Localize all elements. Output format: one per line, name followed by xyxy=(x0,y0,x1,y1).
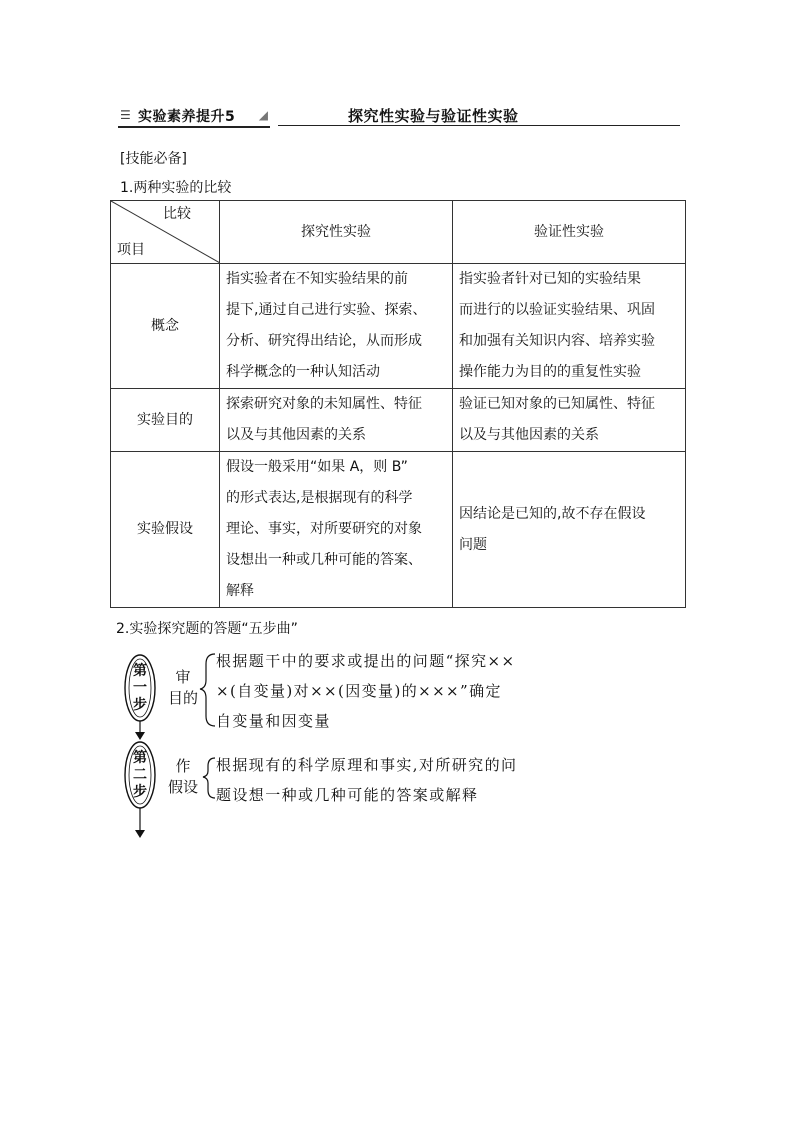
stripes-icon: ☰ xyxy=(120,108,131,122)
cell-line: 因结论是已知的,故不存在假设 xyxy=(459,505,646,522)
cell-line: 的形式表达,是根据现有的科学 xyxy=(226,490,413,506)
cell-line: 而进行的以验证实验结果、巩固 xyxy=(459,302,655,318)
table-cell xyxy=(220,452,453,608)
heading-comparison: 1.两种实验的比较 xyxy=(120,180,232,196)
corner-top-label: 比较 xyxy=(163,206,191,222)
table-header-row xyxy=(111,201,686,264)
comparison-table xyxy=(110,200,686,608)
heading-five-steps: 2.实验探究题的答题“五步曲” xyxy=(116,621,298,637)
five-steps-diagram xyxy=(120,640,600,850)
cell-line: 操作能力为目的的重复性实验 xyxy=(459,364,641,380)
step-badge: 第 二 步 xyxy=(133,750,147,800)
cell-line: 指实验者在不知实验结果的前 xyxy=(226,271,408,287)
table-cell xyxy=(453,264,686,389)
table-cell xyxy=(453,452,686,608)
row-label: 实验目的 xyxy=(111,389,220,452)
header-badge xyxy=(118,104,270,128)
cell-line: 假设一般采用“如果 A，则 B” xyxy=(226,459,408,475)
section-header xyxy=(118,104,680,126)
section-label: [技能必备] xyxy=(120,151,187,167)
table-cell xyxy=(220,389,453,452)
cell-line: 理论、事实，对所要研究的对象 xyxy=(226,521,422,537)
table-row xyxy=(111,389,686,452)
step-description: 根据现有的科学原理和事实,对所研究的问 题设想一种或几种可能的答案或解释 xyxy=(216,756,518,804)
triangle-icon: ◢ xyxy=(258,108,268,122)
step-badge: 第 一 步 xyxy=(133,663,147,713)
row-label: 实验假设 xyxy=(111,452,220,608)
table-row xyxy=(111,264,686,389)
corner-bottom-label: 项目 xyxy=(117,242,145,258)
cell-line: 指实验者针对已知的实验结果 xyxy=(459,271,641,287)
table-cell xyxy=(220,264,453,389)
table-row xyxy=(111,452,686,608)
step-description: 根据题干中的要求或提出的问题“探究×× ×(自变量)对××(因变量)的×××”确定 自变量和因变量 xyxy=(216,652,516,730)
cell-line: 以及与其他因素的关系 xyxy=(459,427,599,443)
column-header: 探究性实验 xyxy=(220,201,453,264)
corner-cell xyxy=(111,201,220,264)
step-label: 审 目的 xyxy=(167,668,198,707)
cell-line: 以及与其他因素的关系 xyxy=(226,427,366,443)
step-label: 作 假设 xyxy=(167,757,198,796)
cell-line: 问题 xyxy=(459,536,487,553)
cell-line: 科学概念的一种认知活动 xyxy=(226,364,380,380)
row-label: 概念 xyxy=(111,264,220,389)
cell-line: 设想出一种或几种可能的答案、 xyxy=(226,552,422,568)
cell-line: 提下,通过自己进行实验、探索、 xyxy=(226,302,427,318)
cell-line: 和加强有关知识内容、培养实验 xyxy=(459,333,655,349)
badge-text: 实验素养提升5 xyxy=(138,109,236,125)
cell-line: 探索研究对象的未知属性、特征 xyxy=(226,396,422,412)
page-title: 探究性实验与验证性实验 xyxy=(348,107,519,125)
cell-line: 分析、研究得出结论，从而形成 xyxy=(226,333,422,349)
cell-line: 解释 xyxy=(226,583,254,599)
column-header: 验证性实验 xyxy=(453,201,686,264)
table-cell xyxy=(453,389,686,452)
cell-line: 验证已知对象的已知属性、特征 xyxy=(459,396,655,412)
